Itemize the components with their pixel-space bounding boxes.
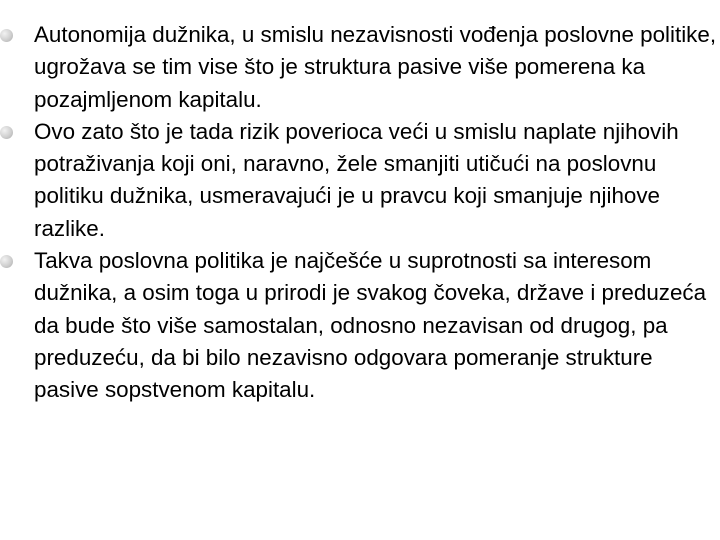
bullet-text: Autonomija dužnika, u smislu nezavisnosti vođenja poslovne politike, ugrožava se tim vise što je struktura pasive više pomerena ka pozajmljenom kapitalu. bbox=[34, 22, 717, 112]
bullet-text: Ovo zato što je tada rizik poverioca veći u smislu naplate njihovih potraživanja koji oni, naravno, žele smanjiti utičući na poslovnu politiku dužnika, usmeravajući je u pravcu koji smanjuje njihove razlike. bbox=[34, 118, 679, 241]
bullet-list bbox=[0, 19, 720, 407]
circle-bullet-icon bbox=[0, 126, 13, 139]
bullet-text: Takva poslovna politika je najčešće u suprotnosti sa interesom dužnika, a osim toga u prirodi je svakog čoveka, države i preduzeća da bude što više samostalan, odnosno nezavisan od drugog, pa preduzeću, da bi bilo nezavisno odgovara pomeranje strukture pasive sopstvenom kapitalu. bbox=[34, 248, 707, 403]
bullet-item bbox=[0, 19, 718, 116]
bullet-item bbox=[0, 245, 718, 406]
circle-bullet-icon bbox=[0, 29, 13, 42]
circle-bullet-icon bbox=[0, 255, 13, 268]
bullet-item bbox=[0, 116, 718, 245]
